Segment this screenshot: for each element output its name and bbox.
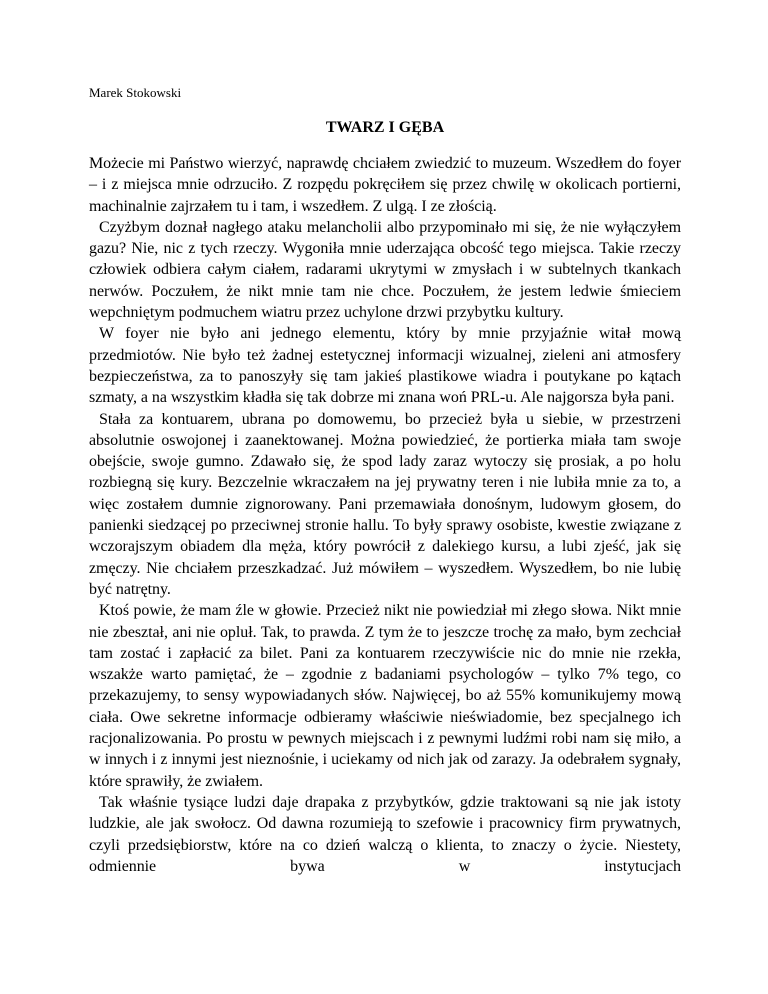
paragraph: W foyer nie było ani jednego elementu, który by mnie przyjaźnie witał mową przedmiotów. Nie było też żadnej estetycznej informacji wizualnej, zieleni ani atmosfery bezpieczeństwa, za to panoszyły się tam jakieś plastikowe wiadra i poutykane po kątach szmaty, a na wszystkim kładła się tak dobrze mi znana woń PRL-u. Ale najgorsza była pani. — [89, 325, 681, 407]
paragraph: Tak właśnie tysiące ludzi daje drapaka z przybytków, gdzie traktowani są nie jak istoty ludzkie, ale jak swołocz. Od dawna rozumieją to szefowie i pracownicy firm prywatnych, czyli przedsiębiorstw, które na co dzień walczą o klienta, to znaczy o życie. Niestety, odmiennie bywa w instytucjach — [89, 793, 681, 875]
paragraph: Możecie mi Państwo wierzyć, naprawdę chciałem zwiedzić to muzeum. Wszedłem do foyer – i z miejsca mnie odrzuciło. Z rozpędu pokręciłem się przez chwilę w okolicach portierni, machinalnie zajrzałem tu i tam, i wszedłem. Z ulgą. I ze złością. — [89, 155, 681, 215]
author-name: Marek Stokowski — [89, 85, 182, 100]
article-body — [89, 153, 681, 877]
document-page — [89, 0, 681, 994]
paragraph: Stała za kontuarem, ubrana po domowemu, bo przecież była u siebie, w przestrzeni absolutnie oswojonej i zaanektowanej. Można powiedzieć, że portierka miała tam swoje obejście, swoje gumno. Zdawało się, że spod lady zaraz wytoczy się prosiak, a po holu rozbiegną się kury. Bezczelnie wkraczałem na jej prywatny teren i nie lubiła mnie za to, a więc zostałem dumnie zignorowany. Pani przemawiała donośnym, ludowym głosem, do panienki siedzącej po przeciwnej stronie hallu. To były sprawy osobiste, kwestie związane z wczorajszym obiadem dla męża, który powrócił z dalekiego kursu, a lubi zjeść, jak się zmęczy. Nie chciałem przeszkadzać. Już mówiłem – wyszedłem. Wyszedłem, bo nie lubię być natrętny. — [89, 410, 681, 598]
paragraph: Czyżbym doznał nagłego ataku melancholii albo przypominało mi się, że nie wyłączyłem gazu? Nie, nic z tych rzeczy. Wygoniła mnie uderzająca obcość tego miejsca. Takie rzeczy człowiek odbiera całym ciałem, radarami ukrytymi w zmysłach i w subtelnych tkankach nerwów. Poczułem, że nikt mnie tam nie chce. Poczułem, że jestem ledwie śmieciem wepchniętym podmuchem wiatru przez uchylone drzwi przybytku kultury. — [89, 218, 681, 322]
paragraph: Ktoś powie, że mam źle w głowie. Przecież nikt nie powiedział mi złego słowa. Nikt mnie nie zbeształ, ani nie opluł. Tak, to prawda. Z tym że to jeszcze trochę za mało, bym zechciał tam zostać i zapłacić za bilet. Pani za kontuarem rzeczywiście nic do mnie nie rzekła, wszakże warto pamiętać, że – zgodnie z badaniami psychologów – tylko 7% tego, co przekazujemy, to sensy wypowiadanych słów. Najwięcej, bo aż 55% komunikujemy mową ciała. Owe sekretne informacje odbieramy właściwie nieświadomie, bez specjalnego ich racjonalizowania. Po prostu w pewnych miejscach i z pewnymi ludźmi robi nam się miło, a w innych i z innymi jest nieznośnie, i uciekamy od nich jak od zarazy. Ja odebrałem sygnały, które sprawiły, że zwiałem. — [89, 602, 681, 790]
article-title: TWARZ I GĘBA — [325, 119, 445, 136]
